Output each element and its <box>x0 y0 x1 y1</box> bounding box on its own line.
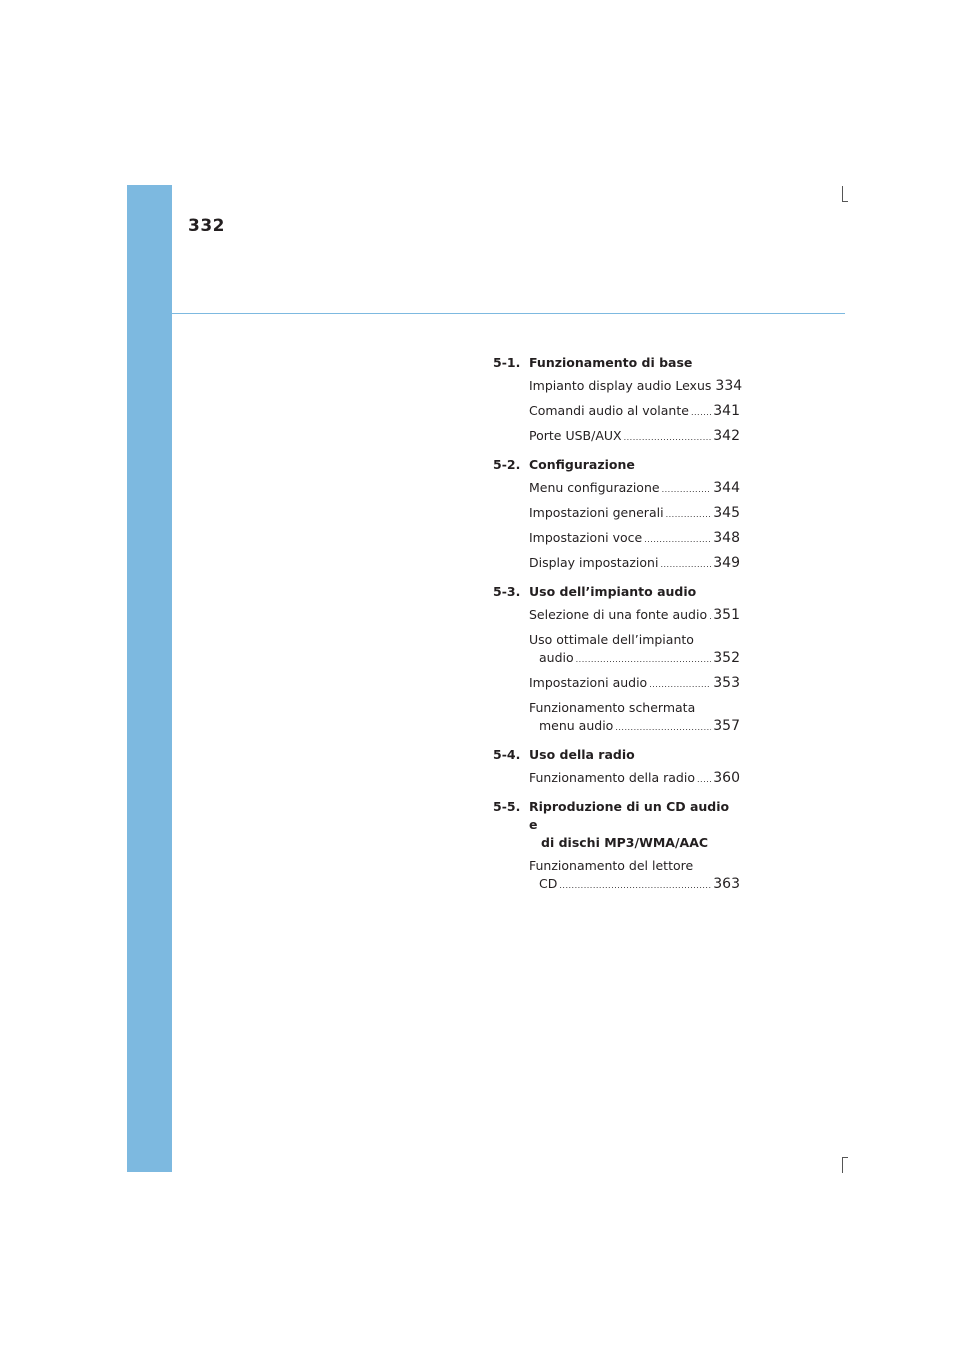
entry-page-number: 349 <box>713 555 740 571</box>
section-title-line: di dischi MP3/WMA/AAC <box>541 835 709 850</box>
entry-title: Display impostazioni <box>529 555 659 570</box>
entry-title: Porte USB/AUX <box>529 428 622 443</box>
section-title <box>529 354 740 372</box>
header-rule <box>172 313 845 314</box>
entry-page-number: 357 <box>713 718 740 734</box>
toc-entry[interactable] <box>493 427 740 447</box>
entry-page-number: 360 <box>713 770 740 786</box>
toc-section-heading[interactable] <box>493 798 740 852</box>
entry-title: Comandi audio al volante <box>529 403 689 418</box>
section-number: 5-2. <box>493 457 521 472</box>
section-title <box>529 798 740 852</box>
toc-section-heading[interactable] <box>493 583 740 601</box>
section-title-line: Configurazione <box>529 457 635 472</box>
entry-page-number: 353 <box>713 675 740 691</box>
toc-entry[interactable] <box>493 479 740 499</box>
section-title-line: Uso dell’impianto audio <box>529 584 697 599</box>
section-title-line: Funzionamento di base <box>529 355 693 370</box>
dot-leader <box>576 651 712 669</box>
dot-leader <box>559 877 711 895</box>
entry-page-number: 363 <box>713 876 740 892</box>
toc-section-heading[interactable] <box>493 354 740 372</box>
toc-entry[interactable] <box>493 769 740 789</box>
toc-entry[interactable] <box>493 554 740 574</box>
entry-page-number: 334 <box>715 378 743 394</box>
entry-title: Menu configurazione <box>529 480 660 495</box>
entry-page-number: 348 <box>713 530 740 546</box>
dot-leader <box>660 556 711 574</box>
dot-leader <box>691 404 711 422</box>
dot-leader <box>644 531 711 549</box>
section-number: 5-4. <box>493 747 521 762</box>
entry-title: Impianto display audio Lexus <box>529 378 712 393</box>
entry-title: Impostazioni voce <box>529 530 643 545</box>
toc-entry[interactable] <box>493 606 740 626</box>
toc-entry[interactable] <box>493 377 743 397</box>
toc-section-heading[interactable] <box>493 746 740 764</box>
dot-leader <box>697 771 711 789</box>
entry-page-number: 345 <box>713 505 740 521</box>
crop-mark-bottom <box>842 1157 848 1173</box>
toc-entry[interactable] <box>493 699 740 737</box>
section-title <box>529 456 740 474</box>
entry-title: CD <box>539 876 558 891</box>
dot-leader <box>709 608 711 626</box>
section-title <box>529 746 740 764</box>
chapter-side-bar <box>127 185 172 1172</box>
entry-title: Funzionamento della radio <box>529 770 695 785</box>
entry-title: Impostazioni generali <box>529 505 664 520</box>
entry-title: Impostazioni audio <box>529 675 648 690</box>
section-number: 5-5. <box>493 799 521 814</box>
entry-page-number: 351 <box>713 607 740 623</box>
dot-leader <box>666 506 712 524</box>
section-title-line: Uso della radio <box>529 747 635 762</box>
entry-title: menu audio <box>539 718 614 733</box>
section-number: 5-1. <box>493 355 521 370</box>
entry-page-number: 342 <box>713 428 740 444</box>
entry-title: audio <box>539 650 574 665</box>
entry-title: Funzionamento del lettore <box>529 858 694 873</box>
entry-title: Funzionamento schermata <box>529 700 696 715</box>
toc-entry[interactable] <box>493 402 740 422</box>
entry-page-number: 341 <box>713 403 740 419</box>
entry-title: Uso ottimale dell’impianto <box>529 632 694 647</box>
dot-leader <box>649 676 711 694</box>
section-number: 5-3. <box>493 584 521 599</box>
section-gap <box>493 900 740 904</box>
entry-page-number: 344 <box>713 480 740 496</box>
section-title-line: Riproduzione di un CD audio e <box>529 799 730 832</box>
crop-mark-top <box>842 186 848 202</box>
section-title <box>529 583 740 601</box>
dot-leader <box>615 719 711 737</box>
entry-page-number: 352 <box>713 650 740 666</box>
table-of-contents <box>493 354 743 904</box>
toc-entry[interactable] <box>493 631 740 669</box>
dot-leader <box>624 429 712 447</box>
toc-entry[interactable] <box>493 857 740 895</box>
toc-entry[interactable] <box>493 529 740 549</box>
entry-title: Selezione di una fonte audio <box>529 607 708 622</box>
toc-entry[interactable] <box>493 674 740 694</box>
page-number: 332 <box>188 216 225 236</box>
toc-entry[interactable] <box>493 504 740 524</box>
dot-leader <box>662 481 712 499</box>
toc-section-heading[interactable] <box>493 456 740 474</box>
